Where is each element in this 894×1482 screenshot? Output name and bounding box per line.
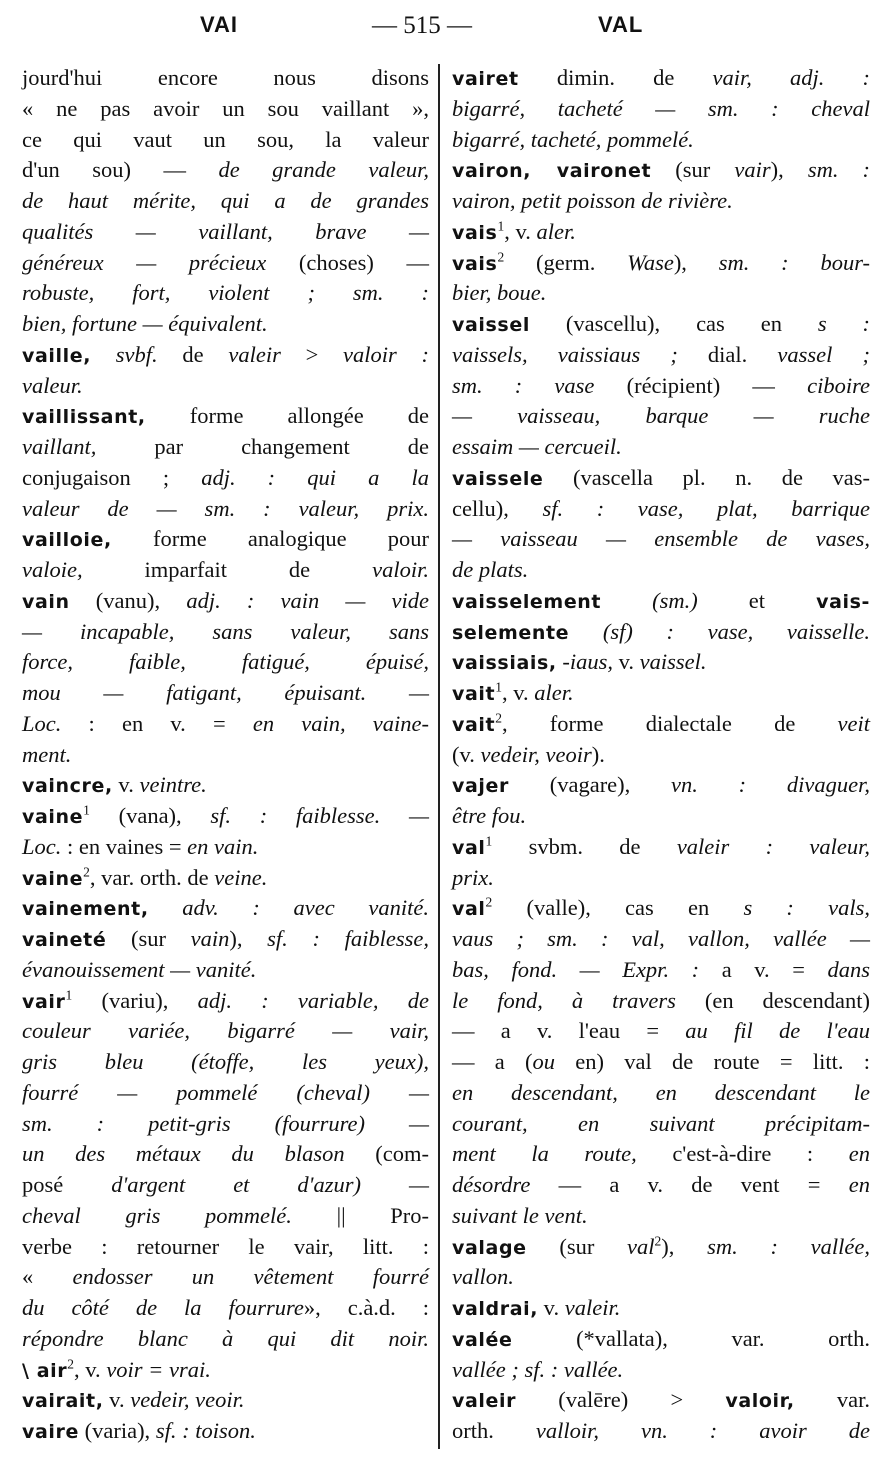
roman-text: ), [661, 1233, 708, 1259]
roman-text: (sur [651, 157, 735, 183]
dictionary-line [22, 277, 429, 308]
italic-text: ment la route, [452, 1141, 637, 1167]
roman-text: posé [22, 1172, 112, 1197]
italic-text: un des métaux du blason [22, 1141, 345, 1167]
headword: vaine [22, 867, 84, 890]
headword: vaisselement [452, 590, 602, 613]
italic-text: vair [734, 157, 771, 183]
italic-text: s : [817, 311, 871, 336]
headword: vainement, [22, 898, 149, 921]
italic-text: être fou. [452, 803, 527, 828]
roman-text: forme analogique pour [111, 526, 429, 552]
dictionary-line [22, 646, 429, 677]
headword: vailloie, [22, 529, 112, 552]
headword: val [452, 836, 486, 859]
dictionary-line [22, 93, 429, 124]
dictionary-line [22, 493, 429, 524]
dictionary-line [22, 892, 429, 923]
roman-text: par changement de [96, 434, 429, 459]
dictionary-line [452, 585, 870, 616]
italic-text: vallée ; sf. : vallée. [452, 1356, 624, 1382]
italic-text: adv. : avec vanité. [148, 895, 429, 921]
headword: valeir [452, 1390, 517, 1413]
roman-text: (variu), [72, 987, 198, 1013]
roman-text: verbe : retourner le vair, litt. : [22, 1233, 429, 1259]
roman-text: d'un sou) — [22, 157, 219, 183]
italic-text: en vain. [187, 833, 259, 859]
roman-text: (choses) — [266, 249, 429, 275]
roman-text: (valēre) > [516, 1387, 726, 1413]
roman-text: , v. [74, 1356, 107, 1382]
roman-text: ), [673, 249, 719, 275]
roman-text: : en v. = [61, 710, 253, 736]
dictionary-line [452, 308, 870, 339]
italic-text: aler. [534, 680, 574, 705]
dictionary-line [452, 1108, 870, 1139]
roman-text: — a v. de vent = [530, 1172, 849, 1197]
dictionary-line [22, 923, 429, 954]
italic-text: sm. : vallée, [707, 1233, 870, 1259]
italic-text: valoir : [343, 341, 429, 367]
italic-text: valloir, vn. : avoir de [535, 1418, 870, 1443]
italic-text: bier, boue. [452, 280, 547, 306]
italic-text: svbf. [91, 341, 158, 367]
italic-text: vedeir, veoir. [130, 1387, 245, 1413]
dictionary-line [22, 1354, 429, 1385]
headword: vais [452, 252, 498, 275]
roman-text: — a ( [452, 1049, 533, 1074]
italic-text: s : vals, [743, 895, 870, 921]
roman-text: en) val de route = litt. : [554, 1049, 870, 1074]
italic-text: veintre. [139, 772, 207, 798]
headword: vairet [452, 68, 519, 90]
headword: vaille, [22, 344, 92, 367]
headword: vaillissant, [22, 406, 146, 429]
headword: vais- [816, 590, 870, 613]
roman-text: dimin. de [518, 65, 713, 90]
roman-text: (sur [526, 1233, 628, 1259]
italic-text: sm. : petit-gris (fourrure) — [22, 1110, 429, 1136]
italic-text: voir = vrai. [106, 1356, 211, 1382]
roman-text: jourd'hui encore nous disons [22, 65, 429, 90]
headword: vaissiais, [452, 652, 557, 675]
roman-text: (germ. [504, 249, 628, 275]
roman-text: v. [112, 772, 140, 798]
italic-text: valeur. [22, 372, 83, 398]
italic-text: val [627, 1233, 655, 1259]
italic-text: vaus ; sm. : val, vallon, vallée — [452, 926, 870, 951]
dictionary-line [452, 124, 870, 155]
italic-text: sf. : vase, plat, barrique [542, 495, 870, 521]
roman-text: (sur [106, 926, 191, 951]
dictionary-line [452, 93, 870, 124]
dictionary-line [452, 985, 870, 1016]
headword: vairon, vaironet [452, 160, 652, 183]
dictionary-line [452, 523, 870, 554]
roman-text: conjugaison ; [22, 464, 202, 490]
roman-text: c'est-à-dire : [636, 1141, 849, 1167]
dictionary-line [452, 62, 870, 93]
dictionary-line [452, 1046, 870, 1077]
headword: valdrai, [452, 1298, 539, 1320]
dictionary-line [22, 616, 429, 647]
italic-text: vairon, petit poisson de rivière. [452, 188, 733, 213]
italic-text: endosser un vêtement fourré [72, 1264, 429, 1290]
roman-text: orth. [452, 1418, 536, 1443]
italic-text: couleur variée, bigarré — vair, [22, 1018, 429, 1044]
dictionary-line [22, 1292, 429, 1323]
italic-text: sf. : faiblesse, [267, 926, 429, 951]
italic-text: vaissels, vaissiaus ; [452, 341, 678, 367]
italic-text: adj. : vain — vide [186, 587, 429, 613]
dictionary-line [22, 462, 429, 493]
italic-text: — vaisseau, barque — ruche [452, 403, 870, 429]
homonym-number: 1 [65, 987, 73, 1002]
italic-text: bas, fond. — Expr. : [452, 956, 700, 982]
italic-text: bigarré, tacheté — sm. : cheval [452, 95, 870, 121]
homonym-number: 2 [67, 1356, 75, 1371]
roman-text: et [697, 587, 817, 613]
italic-text: sm. : bour- [718, 249, 870, 275]
dictionary-line [452, 1077, 870, 1108]
italic-text: cheval gris pommelé. [22, 1202, 292, 1228]
dictionary-line [452, 1261, 870, 1292]
roman-text: , var. orth. de [89, 864, 215, 890]
dictionary-line [22, 216, 429, 247]
headword: vaissel [452, 314, 530, 336]
italic-text: adj. : qui a la [201, 464, 430, 490]
italic-text: vaillant, [22, 434, 97, 459]
headword: val [452, 898, 486, 921]
headword: vaissele [452, 467, 544, 490]
italic-text: en vain, vaine- [252, 710, 429, 736]
headword: vais [452, 221, 498, 244]
headword: vait [452, 713, 496, 736]
headword: vaine [22, 806, 84, 828]
dictionary-line [22, 431, 429, 462]
dictionary-line [452, 1138, 870, 1169]
dictionary-line [22, 862, 429, 893]
italic-text: adj. : variable, de [197, 987, 430, 1013]
dictionary-line [22, 1261, 429, 1292]
dictionary-line [22, 1015, 429, 1046]
homonym-number: 2 [83, 864, 90, 879]
headword: vait [452, 683, 496, 705]
italic-text: du côté de la fourrure [22, 1295, 304, 1320]
dictionary-line [22, 154, 429, 185]
headword: vajer [452, 775, 509, 798]
homonym-number: 1 [83, 802, 90, 818]
italic-text: en [848, 1172, 870, 1197]
italic-text: désordre [452, 1172, 531, 1197]
italic-text: de haut mérite, qui a de grandes [22, 188, 429, 213]
homonym-number: 2 [497, 249, 505, 264]
italic-text: ciboire [807, 372, 870, 398]
dictionary-line [452, 708, 870, 739]
dictionary-line [452, 339, 870, 370]
dictionary-line [452, 431, 870, 462]
italic-text: force, faible, fatigué, épuisé, [22, 649, 429, 675]
roman-text: svbm. de [492, 833, 677, 859]
dictionary-line [22, 1046, 429, 1077]
roman-text: : en vaines = [61, 833, 188, 859]
dictionary-line [22, 308, 429, 339]
italic-text: suivant le vent. [452, 1202, 588, 1228]
italic-text: mou — fatigant, épuisant. — [22, 680, 429, 705]
roman-text: var. [794, 1387, 870, 1413]
dictionary-line [452, 923, 870, 954]
italic-text: valoir. [372, 557, 429, 582]
roman-text: (vascellu), cas en [529, 311, 818, 336]
dictionary-line [452, 1231, 870, 1262]
dictionary-line [452, 554, 870, 585]
dictionary-line [452, 954, 870, 985]
roman-text: (vana), [89, 803, 211, 828]
dictionary-line [22, 1323, 429, 1354]
italic-text: ou [532, 1049, 555, 1074]
homonym-number: 1 [485, 833, 493, 849]
roman-text: a v. = [699, 956, 828, 982]
dictionary-line [452, 185, 870, 216]
dictionary-line [452, 800, 870, 831]
dictionary-line [452, 154, 870, 185]
page-number: — 515 — [372, 12, 472, 39]
dictionary-line [22, 370, 429, 401]
dictionary-line [22, 677, 429, 708]
roman-text: (varia), [78, 1418, 156, 1443]
dictionary-line [452, 370, 870, 401]
italic-text: robuste, fort, violent ; sm. : [22, 280, 429, 306]
italic-text: veine. [214, 864, 268, 890]
dictionary-line [452, 1323, 870, 1354]
italic-text: prix. [452, 864, 494, 890]
dictionary-line [452, 400, 870, 431]
roman-text: de [157, 341, 229, 367]
italic-text: d'argent et d'azur) — [111, 1172, 429, 1197]
roman-text: , v. [504, 218, 537, 244]
dictionary-line [22, 585, 429, 616]
dictionary-line [22, 400, 429, 431]
roman-text: « ne pas avoir un sou vaillant », [22, 95, 429, 121]
dictionary-line [22, 1108, 429, 1139]
roman-text: > [280, 341, 344, 367]
dictionary-line [452, 739, 870, 770]
italic-text: (sf) : vase, vaisselle. [569, 618, 870, 644]
italic-text: valeur de — sm. : valeur, prix. [22, 495, 429, 521]
headword: valoir, [725, 1390, 795, 1413]
roman-text: (en descendant) [675, 987, 871, 1013]
italic-text: sf. : faiblesse. — [210, 803, 429, 828]
italic-text: vn. : divaguer, [671, 772, 870, 798]
dictionary-line [22, 523, 429, 554]
italic-text: — incapable, sans valeur, sans [22, 618, 429, 644]
dictionary-line [452, 616, 870, 647]
italic-text: aler. [536, 218, 576, 244]
dictionary-line [22, 985, 429, 1016]
italic-text: valeir. [564, 1295, 621, 1320]
italic-text: vain [190, 926, 230, 951]
italic-text: le fond, à travers [452, 987, 676, 1013]
dictionary-line [22, 247, 429, 278]
italic-text: ment. [22, 741, 72, 767]
dictionary-line [22, 769, 429, 800]
dictionary-line [452, 1354, 870, 1385]
italic-text: vair, adj. : [712, 65, 870, 90]
roman-text: forme allongée de [145, 403, 429, 429]
homonym-number: 1 [495, 679, 502, 695]
roman-text: ), [229, 926, 268, 951]
headword: vaincre, [22, 775, 113, 798]
dictionary-line [22, 62, 429, 93]
roman-text: — a v. l'eau = [452, 1018, 686, 1044]
headword: valage [452, 1236, 527, 1259]
italic-text: valeir [228, 341, 281, 367]
headword: valée [452, 1328, 513, 1351]
italic-text: veit [837, 710, 870, 736]
homonym-number: 2 [485, 894, 493, 910]
italic-text: qualités — vaillant, brave — [22, 218, 429, 244]
headword: vaineté [22, 929, 107, 951]
dictionary-line [22, 1231, 429, 1262]
dictionary-line [22, 1169, 429, 1200]
roman-text: (vascella pl. n. de vas- [543, 464, 870, 490]
dictionary-line [452, 769, 870, 800]
roman-text: || Pro- [291, 1202, 429, 1228]
dictionary-line [22, 1415, 429, 1446]
italic-text: vallon. [452, 1264, 514, 1290]
dictionary-line [452, 462, 870, 493]
italic-text: sf. : toison. [155, 1418, 256, 1443]
headword: vairait, [22, 1390, 104, 1413]
italic-text: courant, en suivant précipitam- [452, 1110, 870, 1136]
headword: \ air [22, 1359, 68, 1382]
roman-text: v. [538, 1295, 565, 1320]
dictionary-line [452, 247, 870, 278]
dictionary-line [452, 646, 870, 677]
italic-text: évanouissement — vanité. [22, 956, 257, 982]
italic-text: Loc. [22, 833, 62, 859]
italic-text: (sm.) [601, 587, 698, 613]
dictionary-line [22, 339, 429, 370]
dictionary-line [452, 677, 870, 708]
dictionary-line [452, 277, 870, 308]
roman-text: (valle), cas en [492, 895, 744, 921]
italic-text: valoie, [22, 557, 83, 582]
roman-text: cellu), [452, 495, 543, 521]
dictionary-line [22, 1138, 429, 1169]
italic-text: gris bleu (étoffe, les yeux), [22, 1049, 429, 1074]
italic-text: répondre blanc à qui dit noir. [22, 1325, 429, 1351]
italic-text: valeir : valeur, [676, 833, 870, 859]
italic-text: bigarré, tacheté, pommelé. [452, 126, 694, 152]
italic-text: dans [827, 956, 871, 982]
roman-text: (vanu), [69, 587, 187, 613]
italic-text: bien, fortune — équivalent. [22, 311, 268, 336]
roman-text: (récipient) — [594, 372, 808, 398]
roman-text: ), [770, 157, 808, 183]
dictionary-line [452, 1200, 870, 1231]
roman-text: , forme dialectale de [501, 710, 838, 736]
dictionary-line [22, 708, 429, 739]
italic-text: vedeir, veoir [480, 741, 592, 767]
italic-text: sm. : [807, 157, 871, 183]
dictionary-line [22, 800, 429, 831]
dictionary-line [452, 1169, 870, 1200]
dictionary-line [22, 831, 429, 862]
roman-text: dial. [677, 341, 778, 367]
dictionary-line [452, 862, 870, 893]
roman-text: », c.à.d. : [303, 1295, 429, 1320]
dictionary-line [452, 1384, 870, 1415]
dictionary-line [22, 554, 429, 585]
roman-text: v. [612, 649, 640, 675]
running-head-left: VAI [200, 12, 239, 37]
dictionary-line [22, 954, 429, 985]
dictionary-line [452, 493, 870, 524]
dictionary-line [452, 1015, 870, 1046]
roman-text: « [22, 1264, 73, 1290]
italic-text: de plats. [452, 557, 529, 582]
headword: vair [22, 990, 66, 1013]
italic-text: généreux — précieux [22, 249, 267, 275]
roman-text: (*vallata), var. orth. [512, 1325, 870, 1351]
italic-text: de grande valeur, [218, 157, 429, 183]
dictionary-line [22, 124, 429, 155]
column-divider [438, 64, 440, 1449]
italic-text: vassel ; [777, 341, 870, 367]
italic-text: en descendant, en descendant le [452, 1079, 870, 1105]
dictionary-line [452, 1292, 870, 1323]
roman-text: ). [591, 741, 605, 767]
headword: selemente [452, 621, 570, 644]
running-head-right: VAL [598, 12, 644, 37]
italic-text: au fil de l'eau [685, 1018, 870, 1044]
dictionary-line [452, 831, 870, 862]
roman-text: (v. [452, 741, 481, 767]
roman-text: (com- [344, 1141, 429, 1167]
dictionary-line [22, 185, 429, 216]
dictionary-line [452, 1415, 870, 1446]
roman-text: imparfait de [82, 557, 373, 582]
italic-text: vaissel. [639, 649, 707, 675]
headword: vain [22, 590, 70, 613]
roman-text: ce qui vaut un sou, la valeur [22, 126, 429, 152]
homonym-number: 2 [495, 710, 502, 726]
dictionary-line [22, 1384, 429, 1415]
italic-text: fourré — pommelé (cheval) — [22, 1079, 429, 1105]
italic-text: -iaus, [556, 649, 613, 675]
italic-text: Wase [627, 249, 674, 275]
italic-text: en [848, 1141, 870, 1167]
roman-text: (vagare), [508, 772, 672, 798]
dictionary-line [22, 1200, 429, 1231]
homonym-number: 1 [497, 218, 505, 234]
headword: vaire [22, 1421, 79, 1443]
dictionary-line [22, 739, 429, 770]
roman-text: , v. [501, 680, 535, 705]
homonym-number: 2 [654, 1233, 662, 1248]
dictionary-line [22, 1077, 429, 1108]
dictionary-line [452, 216, 870, 247]
roman-text: v. [103, 1387, 131, 1413]
italic-text: Loc. [22, 710, 62, 736]
italic-text: essaim — cercueil. [452, 434, 622, 459]
italic-text: — vaisseau — ensemble de vases, [452, 526, 870, 552]
dictionary-line [452, 892, 870, 923]
italic-text: sm. : vase [452, 372, 595, 398]
